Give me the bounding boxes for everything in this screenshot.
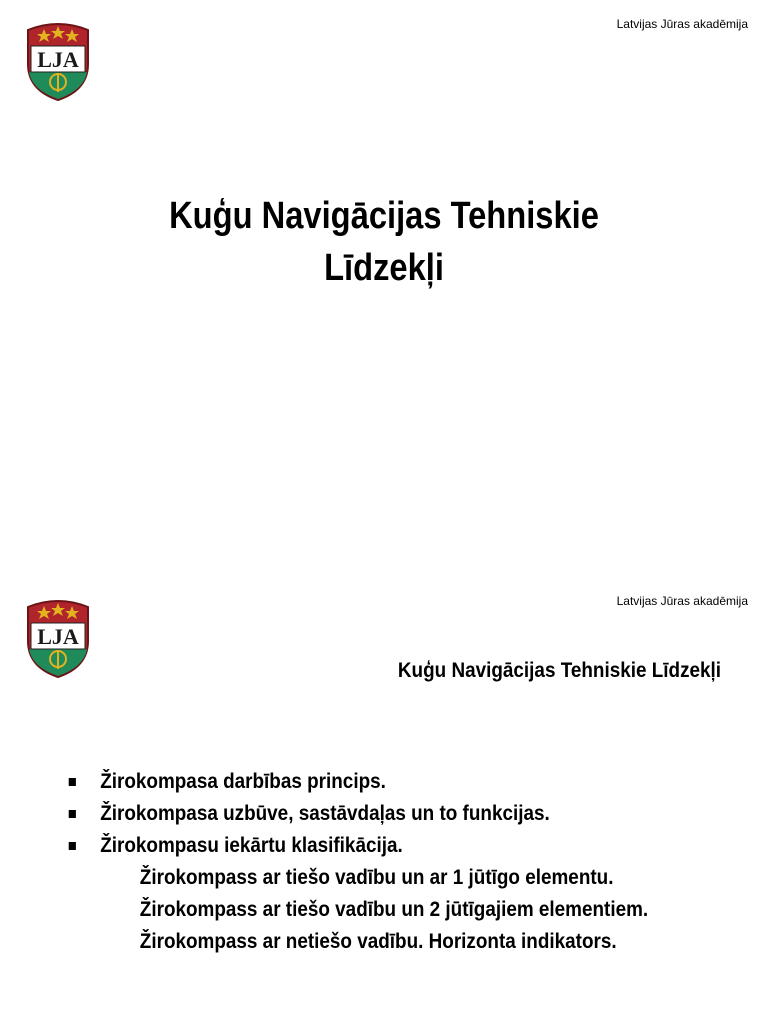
square-bullet-icon xyxy=(69,842,76,850)
list-item xyxy=(66,766,678,798)
presentation-title xyxy=(54,190,714,294)
list-item-text: Žirokompasa darbības princips. xyxy=(100,770,386,793)
svg-text:LJA: LJA xyxy=(37,47,79,72)
list-item-text: Žirokompasa uzbūve, sastāvdaļas un to funkcijas. xyxy=(100,802,550,825)
list-item xyxy=(66,830,678,862)
contents-list xyxy=(66,766,746,958)
contents-slide xyxy=(0,576,768,1024)
title-line-2: Līdzekļi xyxy=(324,247,444,289)
title-line-1: Kuģu Navigācijas Tehniskie xyxy=(169,195,599,237)
svg-text:LJA: LJA xyxy=(37,624,79,649)
institution-name: Latvijas Jūras akadēmija xyxy=(616,594,748,608)
sub-list-item: Žirokompass ar tiešo vadību un 2 jūtīgajiem elementiem. xyxy=(139,898,649,921)
lja-crest-icon xyxy=(24,20,92,102)
square-bullet-icon xyxy=(69,778,76,786)
slide-subtitle: Kuģu Navigācijas Tehniskie Līdzekļi xyxy=(397,659,721,682)
sub-list-item: Žirokompass ar netiešo vadību. Horizonta indikators. xyxy=(139,930,617,953)
list-item-text: Žirokompasu iekārtu klasifikācija. xyxy=(100,834,403,857)
sub-list-item: Žirokompass ar tiešo vadību un ar 1 jūtīgo elementu. xyxy=(139,866,614,889)
list-item xyxy=(66,798,678,830)
institution-name: Latvijas Jūras akadēmija xyxy=(616,17,748,31)
square-bullet-icon xyxy=(69,810,76,818)
lja-crest-icon xyxy=(24,597,92,679)
